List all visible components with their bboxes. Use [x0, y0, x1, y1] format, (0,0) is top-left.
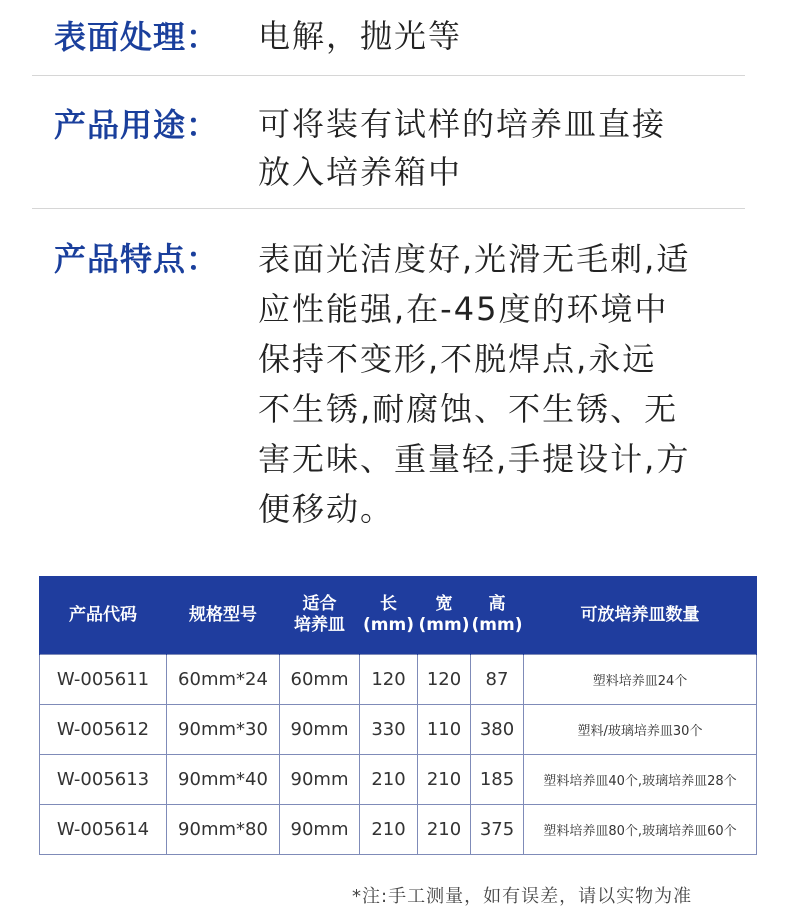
cell-fit: 60mm — [280, 655, 360, 705]
cell-code: W-005612 — [40, 705, 167, 755]
header-qty: 可放培养皿数量 — [524, 576, 757, 655]
header-length-line1: 长 — [380, 594, 397, 614]
features-label: 产品特点： — [54, 240, 220, 278]
usage-label: 产品用途： — [54, 106, 220, 144]
usage-line: 放入培养箱中 — [258, 153, 463, 191]
table-row — [40, 655, 757, 705]
cell-length: 120 — [360, 655, 418, 705]
header-model: 规格型号 — [167, 576, 280, 655]
cell-model: 90mm*30 — [167, 705, 280, 755]
cell-code: W-005613 — [40, 755, 167, 805]
cell-qty: 塑料培养皿24个 — [524, 655, 757, 705]
cell-height: 87 — [471, 655, 524, 705]
cell-height: 375 — [471, 805, 524, 855]
usage-line: 可将装有试样的培养皿直接 — [258, 105, 667, 143]
cell-qty: 塑料/玻璃培养皿30个 — [524, 705, 757, 755]
header-width-line1: 宽 — [435, 594, 453, 614]
table-row — [40, 705, 757, 755]
header-fit-line2: 培养皿 — [294, 615, 345, 635]
features-value — [258, 234, 738, 534]
features-line: 害无味、重量轻,手提设计,方 — [258, 440, 691, 478]
cell-fit: 90mm — [280, 805, 360, 855]
cell-length: 210 — [360, 755, 418, 805]
features-line: 保持不变形,不脱焊点,永远 — [258, 340, 657, 378]
cell-code: W-005614 — [40, 805, 167, 855]
header-fit — [280, 576, 360, 655]
cell-height: 185 — [471, 755, 524, 805]
header-width — [418, 576, 471, 655]
cell-length: 330 — [360, 705, 418, 755]
cell-code: W-005611 — [40, 655, 167, 705]
cell-width: 120 — [418, 655, 471, 705]
cell-width: 110 — [418, 705, 471, 755]
header-length-line2: (mm) — [363, 615, 414, 635]
cell-qty: 塑料培养皿40个,玻璃培养皿28个 — [524, 755, 757, 805]
measurement-note: *注:手工测量，如有误差，请以实物为准 — [352, 886, 693, 907]
divider-1 — [32, 75, 745, 76]
surface-label: 表面处理： — [54, 18, 220, 56]
cell-model: 90mm*80 — [167, 805, 280, 855]
header-length — [360, 576, 418, 655]
divider-2 — [32, 208, 745, 209]
cell-length: 210 — [360, 805, 418, 855]
surface-value — [258, 12, 738, 60]
header-code: 产品代码 — [40, 576, 167, 655]
cell-height: 380 — [471, 705, 524, 755]
surface-value-text: 电解，抛光等 — [258, 17, 463, 55]
table-row — [40, 805, 757, 855]
header-height — [471, 576, 524, 655]
cell-fit: 90mm — [280, 705, 360, 755]
header-width-line2: (mm) — [418, 615, 470, 635]
table-row — [40, 755, 757, 805]
header-fit-line1: 适合 — [302, 594, 337, 614]
cell-qty: 塑料培养皿80个,玻璃培养皿60个 — [524, 805, 757, 855]
cell-model: 60mm*24 — [167, 655, 280, 705]
cell-width: 210 — [418, 755, 471, 805]
features-line: 应性能强,在-45度的环境中 — [258, 290, 669, 328]
cell-model: 90mm*40 — [167, 755, 280, 805]
header-height-line1: 高 — [488, 594, 506, 614]
usage-value — [258, 100, 738, 196]
header-height-line2: (mm) — [471, 615, 523, 635]
spec-table — [39, 576, 757, 855]
table-header-row — [40, 576, 757, 655]
cell-width: 210 — [418, 805, 471, 855]
cell-fit: 90mm — [280, 755, 360, 805]
features-line: 不生锈,耐腐蚀、不生锈、无 — [258, 390, 679, 428]
features-line: 表面光洁度好,光滑无毛刺,适 — [258, 240, 691, 278]
features-line: 便移动。 — [258, 490, 395, 528]
